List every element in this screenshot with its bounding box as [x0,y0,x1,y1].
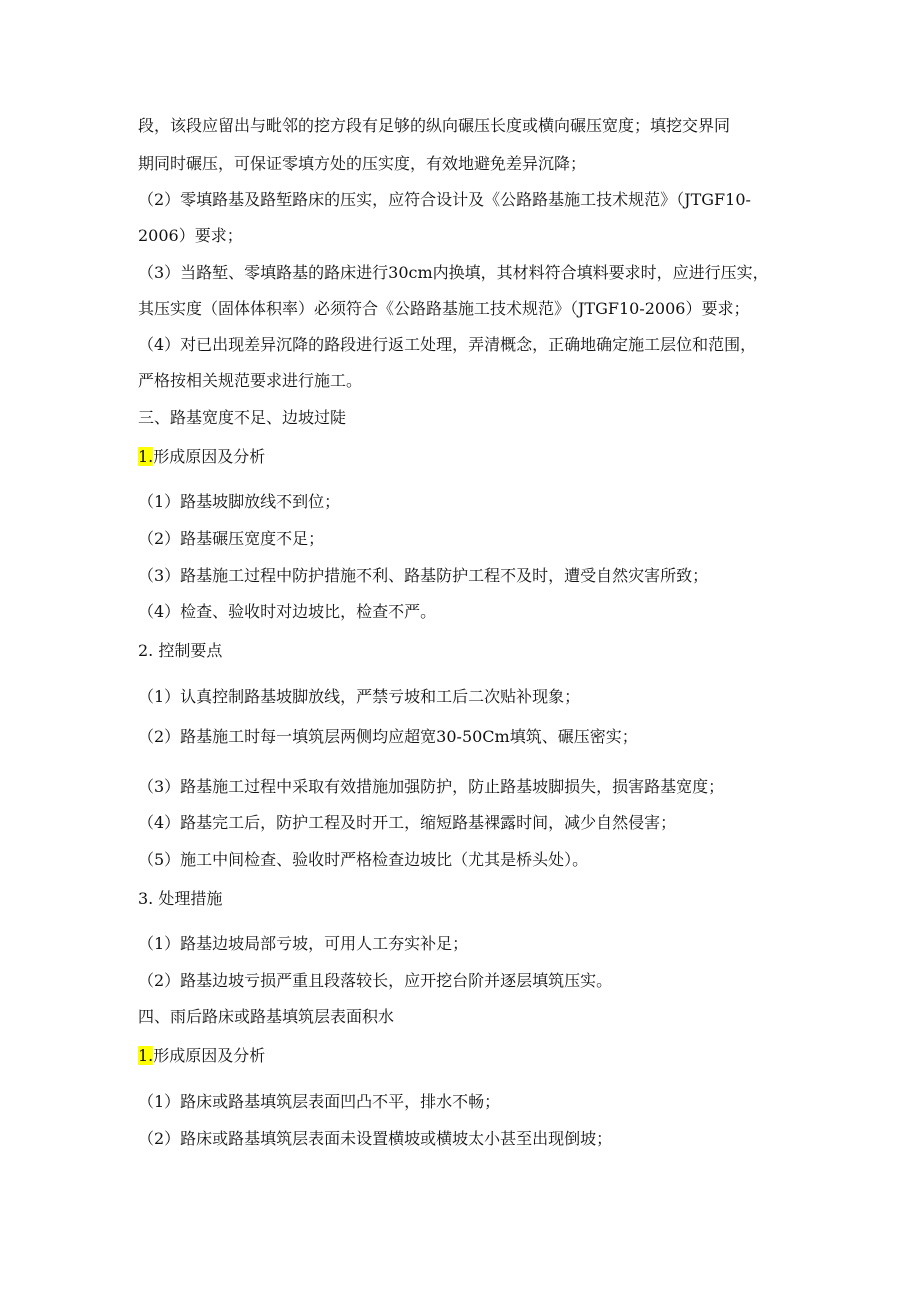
paragraph-line: 严格按相关规范要求进行施工。 [138,371,363,390]
list-item: （4）路基完工后，防护工程及时开工，缩短路基裸露时间，减少自然侵害； [138,813,677,832]
list-item: （3）路基施工过程中采取有效措施加强防护，防止路基坡脚损失，损害路基宽度； [138,777,725,796]
subsection-heading-text: 形成原因及分析 [153,447,266,466]
paragraph-line: 段，该段应留出与毗邻的挖方段有足够的纵向碾压长度或横向碾压宽度；填挖交界同 [138,116,731,135]
section-heading: 四、雨后路床或路基填筑层表面积水 [138,1007,395,1026]
list-item: （1）路床或路基填筑层表面凹凸不平，排水不畅； [138,1092,501,1111]
paragraph-line: （4）对已出现差异沉降的路段进行返工处理，弄清概念，正确地确定施工层位和范围， [138,335,757,354]
highlighted-number: 1. [138,1046,154,1065]
list-item: （3）路基施工过程中防护措施不利、路基防护工程不及时，遭受自然灾害所致； [138,566,709,585]
list-item: （2）路床或路基填筑层表面未设置横坡或横坡太小甚至出现倒坡； [138,1129,613,1148]
highlighted-number: 1. [138,447,154,466]
list-item: （1）路基边坡局部亏坡，可用人工夯实补足； [138,934,469,953]
list-item: （5）施工中间检查、验收时严格检查边坡比（尤其是桥头处）。 [138,850,589,869]
paragraph-line: （2）零填路基及路堑路床的压实，应符合设计及《公路路基施工技术规范》（JTGF10- [138,190,751,209]
subsection-heading [138,1045,798,1067]
section-heading: 三、路基宽度不足、边坡过陡 [138,408,347,427]
list-item: （2）路基施工时每一填筑层两侧均应超宽30-50Cm填筑、碾压密实； [138,727,638,746]
list-item: （2）路基碾压宽度不足； [138,529,325,548]
subsection-heading: 2. 控制要点 [138,641,223,660]
paragraph-line: 期同时碾压，可保证零填方处的压实度，有效地避免差异沉降； [138,154,587,173]
paragraph-line: （3）当路堑、零填路基的路床进行30cm内换填，其材料符合填料要求时，应进行压实， [138,263,769,282]
paragraph-line: 2006）要求； [138,226,243,245]
subsection-heading-text: 形成原因及分析 [153,1046,266,1065]
list-item: （1）认真控制路基坡脚放线，严禁亏坡和工后二次贴补现象； [138,687,581,706]
subsection-heading [138,446,798,468]
subsection-heading: 3. 处理措施 [138,889,223,908]
list-item: （1）路基坡脚放线不到位； [138,492,341,511]
paragraph-line: 其压实度（固体体积率）必须符合《公路路基施工技术规范》（JTGF10-2006）要求； [138,299,750,318]
list-item: （2）路基边坡亏损严重且段落较长，应开挖台阶并逐层填筑压实。 [138,971,613,990]
list-item: （4）检查、验收时对边坡比，检查不严。 [138,602,437,621]
